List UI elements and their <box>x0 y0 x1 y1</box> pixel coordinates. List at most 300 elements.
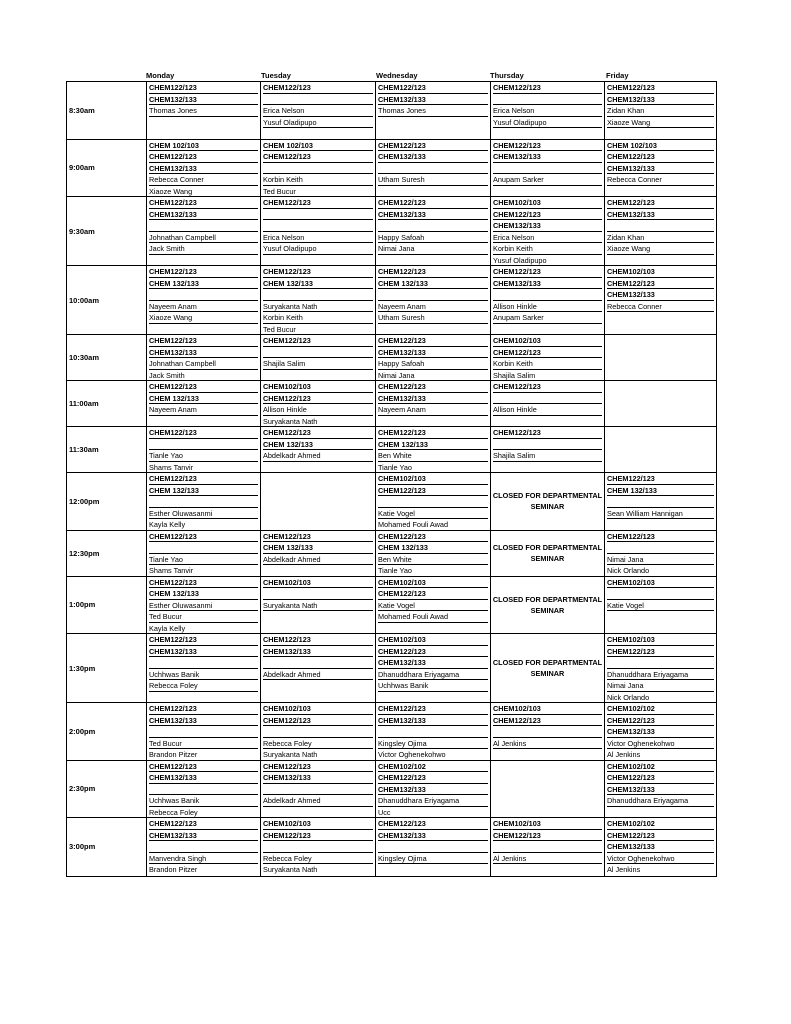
course-code: CHEM 132/133 <box>378 542 488 554</box>
schedule-cell-tuesday <box>261 703 376 760</box>
time-slot-row <box>67 197 716 266</box>
tutor-name <box>493 841 602 853</box>
schedule-cell-monday <box>147 531 261 576</box>
time-slot-row <box>67 577 716 635</box>
tutor-name: Korbin Keith <box>263 174 373 186</box>
schedule-cell-friday <box>605 634 716 702</box>
schedule-cell-tuesday <box>261 427 376 472</box>
tutor-name <box>263 726 373 738</box>
tutor-name <box>263 163 373 175</box>
course-code: CHEM122/123 <box>149 703 258 715</box>
schedule-cell-wednesday <box>376 634 491 702</box>
tutor-name: Korbin Keith <box>263 312 373 324</box>
tutor-name: Nick Orlando <box>607 566 650 575</box>
course-code: CHEM122/123 <box>493 266 602 278</box>
tutor-name: Erica Nelson <box>493 232 602 244</box>
tutor-name: Erica Nelson <box>493 105 602 117</box>
course-code: CHEM122/123 <box>607 772 714 784</box>
tutor-name: Shajila Salim <box>263 358 373 370</box>
tutor-name <box>607 220 714 232</box>
closed-notice-line: SEMINAR <box>530 605 565 615</box>
tutor-name <box>378 726 488 738</box>
tutor-name: Suryakanta Nath <box>263 865 318 874</box>
course-code: CHEM132/133 <box>149 830 258 842</box>
tutor-name: Suryakanta Nath <box>263 600 373 612</box>
schedule-cell-friday <box>605 427 716 472</box>
course-code: CHEM122/123 <box>493 715 602 727</box>
course-code: CHEM102/103 <box>607 577 714 589</box>
tutor-name: Anupam Sarker <box>493 312 602 324</box>
course-code: CHEM132/133 <box>607 209 714 221</box>
time-label: 12:30pm <box>67 531 147 576</box>
course-code: CHEM102/103 <box>263 577 373 589</box>
course-code: CHEM102/103 <box>607 634 714 646</box>
course-code: CHEM122/123 <box>378 82 488 94</box>
course-code: CHEM102/102 <box>378 761 488 773</box>
tutor-name <box>149 657 258 669</box>
schedule-cell-tuesday <box>261 634 376 702</box>
time-slot-row <box>67 703 716 761</box>
tutor-name: Xiaoze Wang <box>607 243 714 255</box>
tutor-name: Allison Hinkle <box>493 404 602 416</box>
tutor-name <box>149 784 258 796</box>
course-code: CHEM122/123 <box>149 577 258 589</box>
tutor-name: Zidan Khan <box>607 232 714 244</box>
time-label: 10:00am <box>67 266 147 334</box>
tutor-name <box>607 542 714 554</box>
tutor-name: Dhanuddhara Eriyagama <box>607 669 714 681</box>
tutor-name <box>149 542 258 554</box>
course-code: CHEM102/103 <box>263 381 373 393</box>
course-code: CHEM102/102 <box>607 703 714 715</box>
tutor-name: Kayla Kelly <box>149 623 186 633</box>
closed-notice <box>491 542 604 564</box>
time-label: 1:00pm <box>67 577 147 634</box>
tutor-name: Johnathan Campbell <box>149 358 258 370</box>
course-code: CHEM102/102 <box>607 761 714 773</box>
course-code: CHEM122/123 <box>149 818 258 830</box>
time-slot-row <box>67 335 716 381</box>
schedule-cell-monday <box>147 818 261 876</box>
tutor-name <box>263 289 373 301</box>
course-code: CHEM132/133 <box>149 646 258 658</box>
course-code: CHEM132/133 <box>378 94 488 106</box>
course-code: CHEM102/103 <box>493 703 602 715</box>
time-label: 9:00am <box>67 140 147 197</box>
course-code: CHEM102/103 <box>263 703 373 715</box>
tutor-name: Nimai Jana <box>378 243 488 255</box>
tutor-name: Zidan Khan <box>607 105 714 117</box>
course-code: CHEM132/133 <box>607 841 714 853</box>
course-code: CHEM132/133 <box>149 715 258 727</box>
tutor-name: Xiaoze Wang <box>607 117 714 129</box>
course-code: CHEM122/123 <box>493 830 602 842</box>
tutor-name: Shams Tanvir <box>149 566 194 575</box>
schedule-cell-tuesday <box>261 473 376 530</box>
time-label: 12:00pm <box>67 473 147 530</box>
schedule-cell-friday <box>605 82 716 139</box>
course-code: CHEM122/123 <box>378 140 488 152</box>
schedule-cell-monday <box>147 577 261 634</box>
course-code: CHEM122/123 <box>378 485 488 497</box>
course-code: CHEM132/133 <box>493 220 602 232</box>
tutor-name: Nimai Jana <box>607 554 714 566</box>
course-code: CHEM122/123 <box>263 830 373 842</box>
tutor-name: Rebecca Conner <box>607 301 714 313</box>
schedule-cell-monday <box>147 634 261 702</box>
tutor-name: Yusuf Oladipupo <box>263 243 373 255</box>
tutor-name: Dhanuddhara Eriyagama <box>378 669 488 681</box>
schedule-cell-thursday <box>491 335 605 380</box>
tutor-name: Shams Tanvir <box>149 462 194 472</box>
tutor-name: Ted Bucur <box>149 611 258 623</box>
tutor-name <box>263 657 373 669</box>
closed-notice <box>491 594 604 616</box>
schedule-cell-thursday <box>491 761 605 818</box>
tutor-name: Suryakanta Nath <box>263 750 318 759</box>
tutor-name: Allison Hinkle <box>263 404 373 416</box>
time-slot-row <box>67 266 716 335</box>
course-code: CHEM132/133 <box>607 289 714 301</box>
tutor-name: Rebecca Foley <box>263 853 373 865</box>
closed-notice <box>491 490 604 512</box>
tutor-name <box>149 496 258 508</box>
tutor-name: Nayeem Anam <box>149 404 258 416</box>
tutor-name: Esther Oluwasanmi <box>149 508 258 520</box>
tutor-name: Esther Oluwasanmi <box>149 600 258 612</box>
tutor-name: Nimai Jana <box>607 680 714 692</box>
tutor-name: Ben White <box>378 554 488 566</box>
closed-notice-line: SEMINAR <box>530 502 565 512</box>
schedule-cell-wednesday <box>376 531 491 576</box>
tutor-name: Sean William Hannigan <box>607 508 714 520</box>
course-code: CHEM132/133 <box>378 830 488 842</box>
time-label: 3:00pm <box>67 818 147 876</box>
course-code: CHEM132/133 <box>607 726 714 738</box>
course-code: CHEM122/123 <box>263 197 373 209</box>
schedule-cell-wednesday <box>376 473 491 530</box>
tutor-name: Jack Smith <box>149 370 185 380</box>
course-code: CHEM 102/103 <box>607 140 714 152</box>
course-code: CHEM122/123 <box>493 381 602 393</box>
course-code: CHEM132/133 <box>149 163 258 175</box>
schedule-cell-wednesday <box>376 197 491 265</box>
tutor-name: Thomas Jones <box>378 105 488 117</box>
day-header-tuesday: Tuesday <box>261 71 291 80</box>
tutor-name: Uchhwas Banik <box>149 669 258 681</box>
course-code: CHEM132/133 <box>493 278 602 290</box>
schedule-cell-monday <box>147 335 261 380</box>
tutor-name: Rebecca Conner <box>607 174 714 186</box>
schedule-cell-wednesday <box>376 427 491 472</box>
schedule-cell-friday <box>605 531 716 576</box>
course-code: CHEM122/123 <box>263 266 373 278</box>
tutor-name: Abdelkadr Ahmed <box>263 450 373 462</box>
schedule-cell-tuesday <box>261 761 376 818</box>
tutor-name: Katie Vogel <box>607 600 714 612</box>
closed-notice-line: SEMINAR <box>530 554 565 563</box>
tutor-name: Ted Bucur <box>263 324 296 334</box>
tutor-name: Tianle Yao <box>378 566 412 575</box>
course-code: CHEM122/123 <box>378 588 488 600</box>
course-code: CHEM132/133 <box>607 784 714 796</box>
course-code: CHEM122/123 <box>263 715 373 727</box>
time-label: 10:30am <box>67 335 147 380</box>
course-code: CHEM132/133 <box>149 94 258 106</box>
tutor-name: Shajila Salim <box>493 450 602 462</box>
tutor-name: Anupam Sarker <box>493 174 602 186</box>
tutor-name: Utham Suresh <box>378 312 488 324</box>
schedule-table <box>66 81 717 877</box>
time-slot-row <box>67 427 716 473</box>
tutor-name <box>263 209 373 221</box>
course-code: CHEM102/103 <box>493 197 602 209</box>
tutor-name: Dhanuddhara Eriyagama <box>607 795 714 807</box>
course-code: CHEM102/103 <box>607 266 714 278</box>
course-code: CHEM132/133 <box>378 151 488 163</box>
tutor-name: Victor Oghenekohwo <box>378 750 446 759</box>
course-code: CHEM122/123 <box>493 82 602 94</box>
tutor-name: Johnathan Campbell <box>149 232 258 244</box>
course-code: CHEM132/133 <box>149 347 258 359</box>
tutor-name <box>263 588 373 600</box>
course-code: CHEM132/133 <box>378 715 488 727</box>
course-code: CHEM122/123 <box>607 197 714 209</box>
schedule-cell-thursday <box>491 577 605 634</box>
closed-notice <box>491 657 604 679</box>
course-code: CHEM 132/133 <box>607 485 714 497</box>
tutor-name: Suryakanta Nath <box>263 301 373 313</box>
time-slot-row <box>67 140 716 198</box>
schedule-cell-tuesday <box>261 381 376 426</box>
tutor-name: Al Jenkins <box>607 750 641 759</box>
course-code: CHEM122/123 <box>149 266 258 278</box>
schedule-cell-friday <box>605 818 716 876</box>
time-label: 8:30am <box>67 82 147 139</box>
course-code: CHEM122/123 <box>607 715 714 727</box>
tutor-name: Rebecca Foley <box>149 680 258 692</box>
course-code: CHEM122/123 <box>378 381 488 393</box>
time-slot-row <box>67 761 716 819</box>
course-code: CHEM132/133 <box>607 94 714 106</box>
schedule-cell-thursday <box>491 634 605 702</box>
course-code: CHEM122/123 <box>493 427 602 439</box>
course-code: CHEM122/123 <box>149 335 258 347</box>
course-code: CHEM122/123 <box>263 634 373 646</box>
schedule-cell-wednesday <box>376 335 491 380</box>
tutor-name <box>263 220 373 232</box>
course-code: CHEM122/123 <box>378 531 488 543</box>
tutor-name: Katie Vogel <box>378 600 488 612</box>
course-code: CHEM122/123 <box>493 347 602 359</box>
course-code: CHEM122/123 <box>149 82 258 94</box>
tutor-name <box>378 289 488 301</box>
tutor-name: Abdelkadr Ahmed <box>263 795 373 807</box>
schedule-cell-friday <box>605 473 716 530</box>
tutor-name <box>378 841 488 853</box>
course-code: CHEM122/123 <box>378 266 488 278</box>
course-code: CHEM132/133 <box>607 163 714 175</box>
course-code: CHEM 132/133 <box>149 278 258 290</box>
schedule-cell-tuesday <box>261 531 376 576</box>
tutor-name: Utham Suresh <box>378 174 488 186</box>
schedule-cell-thursday <box>491 197 605 265</box>
closed-notice-line: SEMINAR <box>530 669 565 678</box>
schedule-cell-wednesday <box>376 703 491 760</box>
course-code: CHEM132/133 <box>378 657 488 669</box>
schedule-cell-monday <box>147 381 261 426</box>
course-code: CHEM122/123 <box>149 427 258 439</box>
tutor-name: Victor Oghenekohwo <box>607 738 714 750</box>
tutor-name: Rebecca Foley <box>263 738 373 750</box>
tutor-name: Nimai Jana <box>378 370 415 380</box>
course-code: CHEM132/133 <box>378 347 488 359</box>
course-code: CHEM 102/103 <box>263 140 373 152</box>
tutor-name <box>493 726 602 738</box>
course-code: CHEM122/123 <box>263 82 373 94</box>
time-label: 1:30pm <box>67 634 147 702</box>
course-code: CHEM132/133 <box>378 209 488 221</box>
tutor-name: Brandon Pitzer <box>149 865 198 874</box>
schedule-cell-thursday <box>491 473 605 530</box>
schedule-cell-monday <box>147 140 261 197</box>
tutor-name: Ucc <box>378 807 391 817</box>
course-code: CHEM122/123 <box>263 761 373 773</box>
course-code: CHEM 132/133 <box>263 278 373 290</box>
tutor-name: Uchhwas Banik <box>378 680 488 692</box>
tutor-name: Abdelkadr Ahmed <box>263 669 373 681</box>
course-code: CHEM122/123 <box>607 278 714 290</box>
schedule-cell-wednesday <box>376 140 491 197</box>
time-slot-row <box>67 473 716 531</box>
tutor-name: Rebecca Foley <box>149 807 198 817</box>
course-code: CHEM102/103 <box>378 577 488 589</box>
course-code: CHEM122/123 <box>607 473 714 485</box>
tutor-name: Abdelkadr Ahmed <box>263 554 373 566</box>
closed-notice-line: CLOSED FOR DEPARTMENTAL <box>492 543 603 552</box>
tutor-name: Ted Bucur <box>263 186 296 196</box>
schedule-cell-wednesday <box>376 818 491 876</box>
tutor-name: Brandon Pitzer <box>149 750 198 759</box>
course-code: CHEM102/103 <box>493 335 602 347</box>
tutor-name: Kingsley Ojima <box>378 738 488 750</box>
tutor-name: Kingsley Ojima <box>378 853 488 865</box>
tutor-name: Allison Hinkle <box>493 301 602 313</box>
course-code: CHEM 132/133 <box>378 278 488 290</box>
course-code: CHEM 132/133 <box>263 439 373 451</box>
time-slot-row <box>67 381 716 427</box>
time-label: 9:30am <box>67 197 147 265</box>
tutor-name <box>263 347 373 359</box>
time-slot-row <box>67 531 716 577</box>
schedule-cell-tuesday <box>261 818 376 876</box>
tutor-name <box>263 841 373 853</box>
schedule-cell-thursday <box>491 818 605 876</box>
schedule-cell-monday <box>147 197 261 265</box>
course-code: CHEM 102/103 <box>149 140 258 152</box>
tutor-name: Manvendra Singh <box>149 853 258 865</box>
course-code: CHEM 132/133 <box>149 588 258 600</box>
tutor-name <box>263 94 373 106</box>
course-code: CHEM122/123 <box>493 140 602 152</box>
schedule-cell-wednesday <box>376 82 491 139</box>
schedule-cell-tuesday <box>261 140 376 197</box>
tutor-name: Uchhwas Banik <box>149 795 258 807</box>
tutor-name: Erica Nelson <box>263 105 373 117</box>
tutor-name <box>607 588 714 600</box>
tutor-name: Yusuf Oladipupo <box>493 117 602 129</box>
course-code: CHEM132/133 <box>149 209 258 221</box>
tutor-name: Dhanuddhara Eriyagama <box>378 795 488 807</box>
tutor-name: Happy Safoah <box>378 358 488 370</box>
tutor-name <box>607 657 714 669</box>
schedule-cell-thursday <box>491 531 605 576</box>
tutor-name: Tianle Yao <box>149 450 258 462</box>
time-slot-row <box>67 818 716 876</box>
tutor-name <box>378 163 488 175</box>
day-header-wednesday: Wednesday <box>376 71 418 80</box>
tutor-name: Thomas Jones <box>149 105 258 117</box>
tutor-name <box>493 163 602 175</box>
course-code: CHEM122/123 <box>378 335 488 347</box>
tutor-name <box>378 496 488 508</box>
tutor-name: Yusuf Oladipupo <box>493 255 547 265</box>
schedule-cell-friday <box>605 703 716 760</box>
tutor-name: Korbin Keith <box>493 358 602 370</box>
course-code: CHEM122/123 <box>378 646 488 658</box>
course-code: CHEM132/133 <box>149 772 258 784</box>
tutor-name: Jack Smith <box>149 243 258 255</box>
tutor-name: Erica Nelson <box>263 232 373 244</box>
time-label: 11:00am <box>67 381 147 426</box>
day-header-monday: Monday <box>146 71 175 80</box>
course-code: CHEM132/133 <box>378 784 488 796</box>
course-code: CHEM132/133 <box>378 393 488 405</box>
tutor-name: Korbin Keith <box>493 243 602 255</box>
course-code: CHEM122/123 <box>149 634 258 646</box>
tutor-name: Al Jenkins <box>493 853 602 865</box>
schedule-cell-friday <box>605 197 716 265</box>
course-code: CHEM122/123 <box>378 427 488 439</box>
schedule-cell-monday <box>147 427 261 472</box>
course-code: CHEM102/102 <box>607 818 714 830</box>
tutor-name <box>149 220 258 232</box>
schedule-cell-thursday <box>491 703 605 760</box>
day-header-friday: Friday <box>606 71 629 80</box>
course-code: CHEM122/123 <box>607 531 714 543</box>
tutor-name <box>378 220 488 232</box>
schedule-cell-monday <box>147 266 261 334</box>
tutor-name: Tianle Yao <box>149 554 258 566</box>
schedule-cell-friday <box>605 335 716 380</box>
course-code: CHEM122/123 <box>263 335 373 347</box>
tutor-name <box>149 841 258 853</box>
schedule-cell-monday <box>147 473 261 530</box>
time-label: 11:30am <box>67 427 147 472</box>
schedule-cell-tuesday <box>261 82 376 139</box>
tutor-name: Nayeem Anam <box>378 301 488 313</box>
schedule-cell-thursday <box>491 140 605 197</box>
schedule-cell-wednesday <box>376 761 491 818</box>
schedule-cell-friday <box>605 266 716 334</box>
time-slot-row <box>67 82 716 140</box>
tutor-name <box>493 289 602 301</box>
tutor-name: Nayeem Anam <box>378 404 488 416</box>
tutor-name <box>149 439 258 451</box>
time-slot-row <box>67 634 716 703</box>
tutor-name: Al Jenkins <box>493 738 602 750</box>
tutor-name: Xiaoze Wang <box>149 186 193 196</box>
